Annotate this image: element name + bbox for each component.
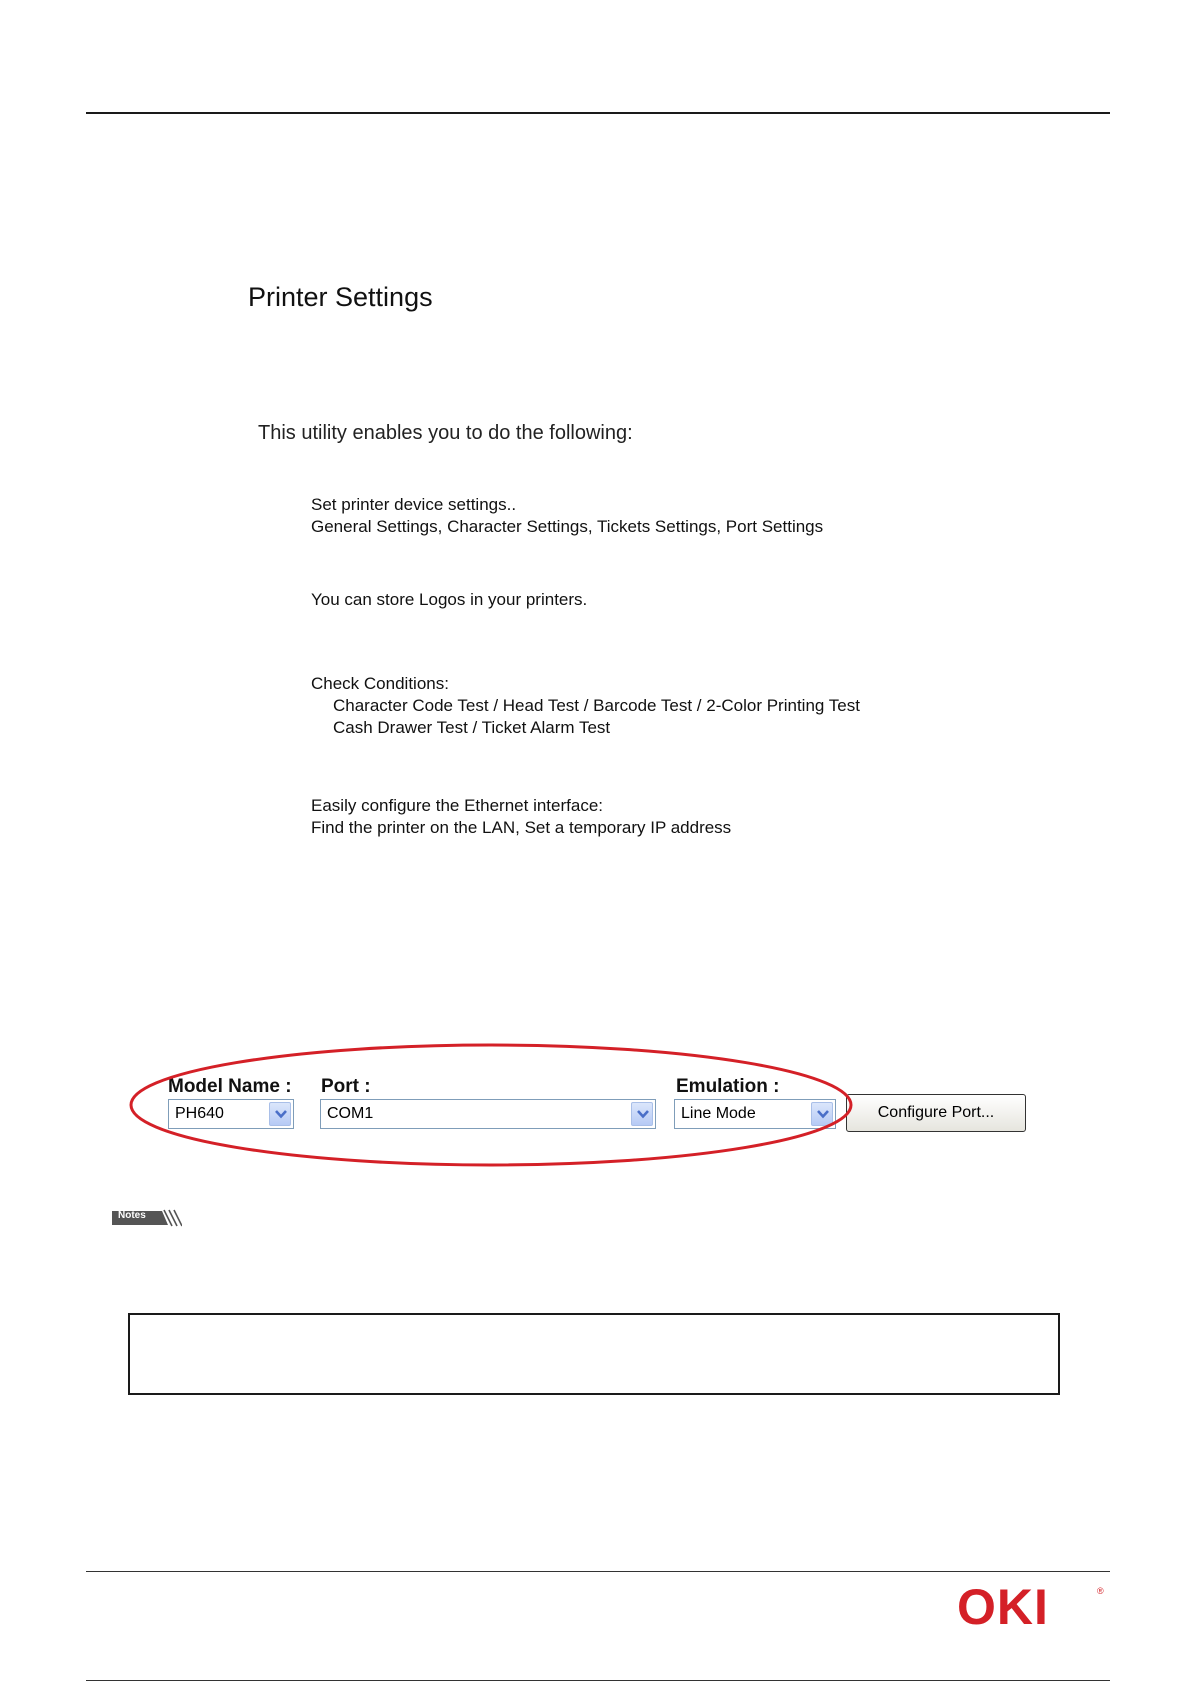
- feature-logos: [311, 589, 587, 611]
- svg-text:®: ®: [1097, 1586, 1104, 1596]
- svg-text:OKI: OKI: [957, 1582, 1049, 1632]
- header-rule: [86, 112, 1110, 114]
- oki-logo: [957, 1582, 1107, 1632]
- port-value: COM1: [327, 1105, 374, 1122]
- page-bottom-rule: [86, 1680, 1110, 1681]
- note-box: [128, 1313, 1060, 1395]
- footer-rule: [86, 1571, 1110, 1572]
- feature-line: You can store Logos in your printers.: [311, 590, 588, 609]
- intro-text: This utility enables you to do the following:: [258, 422, 633, 444]
- feature-line: Character Code Test / Head Test / Barcode Test / 2-Color Printing Test: [333, 696, 860, 715]
- model-name-value: PH640: [175, 1105, 224, 1122]
- feature-line: General Settings, Character Settings, Tickets Settings, Port Settings: [311, 517, 824, 536]
- feature-line: Find the printer on the LAN, Set a temporary IP address: [311, 818, 732, 837]
- feature-check-conditions: [311, 673, 860, 739]
- port-label: Port :: [321, 1076, 371, 1097]
- emulation-label: Emulation :: [676, 1076, 780, 1097]
- configure-port-button[interactable]: Configure Port...: [846, 1094, 1026, 1132]
- notes-label: Notes: [118, 1210, 146, 1221]
- emulation-value: Line Mode: [681, 1105, 756, 1122]
- page-title: Printer Settings: [248, 282, 433, 312]
- feature-line: Cash Drawer Test / Ticket Alarm Test: [333, 718, 611, 737]
- highlight-oval: [126, 1040, 856, 1170]
- feature-device-settings: [311, 494, 823, 538]
- feature-line: Set printer device settings..: [311, 495, 517, 514]
- feature-line: Check Conditions:: [311, 674, 449, 693]
- model-name-label: Model Name :: [168, 1076, 292, 1097]
- feature-line: Easily configure the Ethernet interface:: [311, 796, 603, 815]
- feature-ethernet: [311, 795, 731, 839]
